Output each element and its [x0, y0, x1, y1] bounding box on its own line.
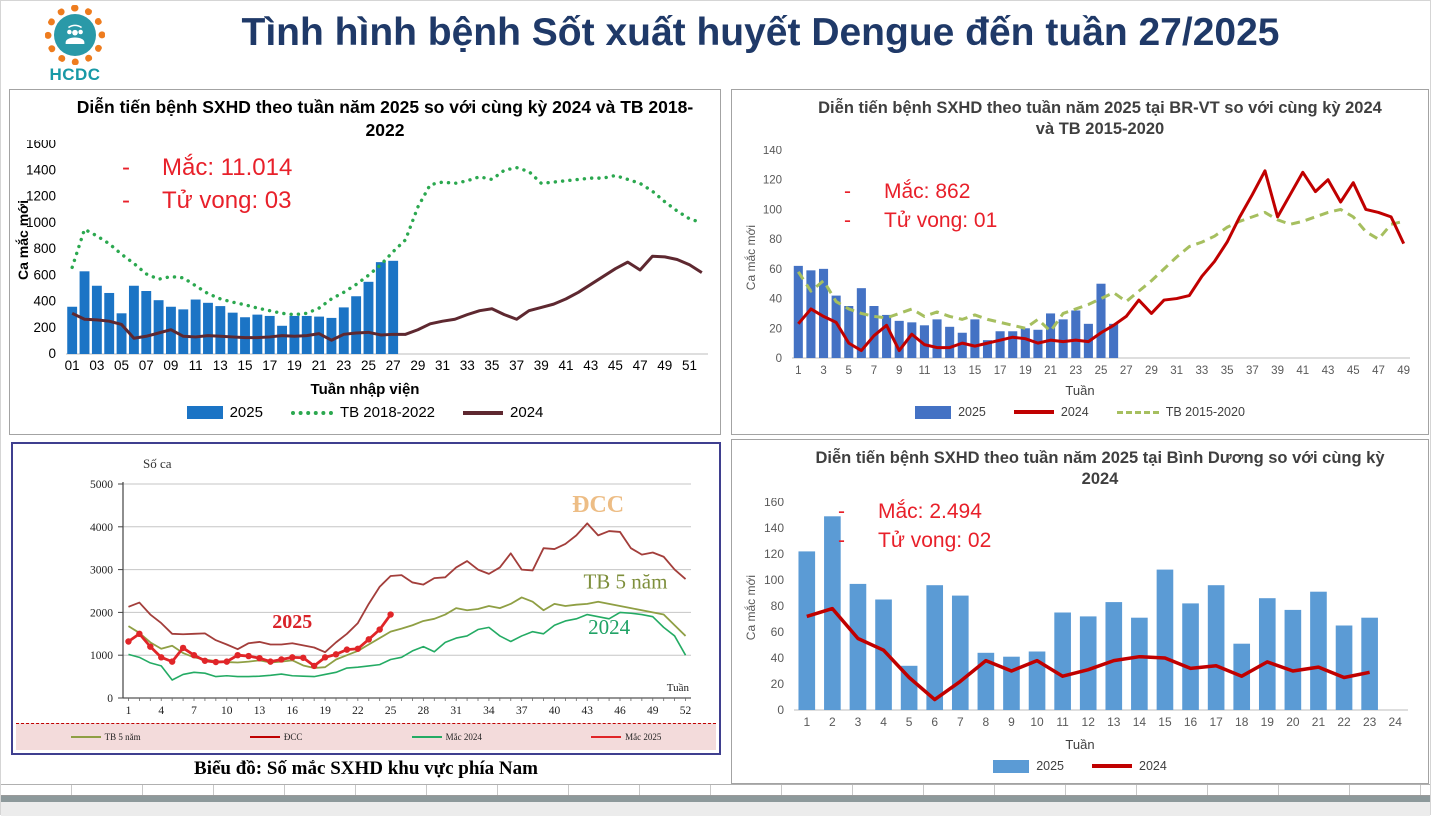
svg-text:40: 40 [769, 293, 782, 306]
svg-text:43: 43 [581, 705, 593, 717]
svg-text:01: 01 [64, 358, 80, 373]
svg-text:120: 120 [763, 547, 784, 561]
hcdc-logo-ring-icon [45, 5, 105, 65]
svg-text:45: 45 [607, 358, 623, 373]
annotation-row [838, 500, 991, 524]
svg-text:7: 7 [956, 715, 964, 729]
svg-text:19: 19 [286, 358, 302, 373]
svg-text:4: 4 [158, 705, 165, 717]
sheet-row [1, 784, 1430, 796]
svg-text:5000: 5000 [90, 479, 113, 491]
svg-text:400: 400 [33, 293, 56, 309]
page-title: Tình hình bệnh Sốt xuất huyết Dengue đến tuần 27/2025 [241, 11, 1280, 54]
legend-swatch-line [463, 411, 503, 415]
annotation-bullet: - [844, 180, 851, 203]
svg-text:09: 09 [163, 358, 179, 373]
brvt-chart-canvas [732, 146, 1428, 382]
legend-swatch-thinline [250, 736, 280, 738]
svg-text:41: 41 [1296, 365, 1310, 377]
svg-text:41: 41 [558, 358, 574, 373]
brvt-cases-annotation: Mắc: 862 [884, 180, 971, 203]
inline-label-2025: 2025 [272, 610, 313, 633]
svg-text:16: 16 [286, 705, 299, 717]
svg-text:22: 22 [352, 705, 364, 717]
svg-text:39: 39 [533, 358, 549, 373]
binhduong-legend [732, 759, 1428, 773]
inline-label-TB 5 năm: TB 5 năm [583, 569, 668, 594]
inline-label-ĐCC: ĐCC [572, 491, 625, 518]
people-icon [60, 20, 90, 50]
svg-text:43: 43 [583, 358, 599, 373]
svg-text:29: 29 [1145, 365, 1158, 377]
svg-text:12: 12 [1081, 715, 1095, 729]
svg-text:29: 29 [410, 358, 426, 373]
inline-label-2024: 2024 [588, 614, 631, 639]
svg-text:600: 600 [33, 267, 56, 283]
south-x-axis-label: Tuần [666, 682, 689, 694]
svg-text:0: 0 [775, 353, 782, 365]
svg-text:140: 140 [763, 521, 784, 535]
svg-text:60: 60 [769, 263, 782, 276]
binhduong-deaths-annotation: Tử vong: 02 [878, 529, 992, 552]
legend-item-Mắc 2024 [412, 732, 482, 742]
svg-text:15: 15 [1158, 715, 1172, 729]
hcmc-legend [10, 404, 720, 421]
legend-label: 2025 [229, 404, 263, 421]
svg-text:11: 11 [1056, 715, 1069, 729]
svg-text:20: 20 [769, 323, 782, 336]
svg-text:40: 40 [548, 705, 561, 717]
svg-text:17: 17 [1209, 715, 1223, 729]
svg-text:25: 25 [384, 705, 397, 717]
svg-text:25: 25 [1094, 365, 1108, 377]
annotation-row [122, 187, 292, 215]
svg-text:20: 20 [1286, 715, 1300, 729]
hcmc-chart-title: Diễn tiến bệnh SXHD theo tuần năm 2025 so với cùng kỳ 2024 và TB 2018-2022 [76, 97, 694, 140]
south-chart-canvas [15, 476, 719, 724]
svg-text:35: 35 [1220, 365, 1234, 377]
panel-south-chart [11, 442, 721, 755]
annotation-bullet: - [838, 529, 845, 552]
svg-text:10: 10 [1030, 715, 1044, 729]
svg-text:23: 23 [336, 358, 352, 373]
svg-text:25: 25 [360, 358, 376, 373]
svg-text:9: 9 [896, 365, 903, 377]
svg-text:14: 14 [1132, 715, 1147, 729]
svg-text:23: 23 [1069, 365, 1083, 377]
svg-text:43: 43 [1321, 365, 1335, 377]
svg-text:46: 46 [614, 705, 626, 717]
svg-text:21: 21 [1311, 715, 1326, 729]
svg-text:13: 13 [943, 365, 957, 377]
svg-text:3: 3 [854, 715, 862, 729]
brvt-deaths-annotation: Tử vong: 01 [884, 209, 998, 232]
svg-text:5: 5 [845, 365, 852, 377]
svg-text:27: 27 [1119, 365, 1133, 377]
svg-text:0: 0 [48, 346, 56, 361]
hcdc-logo-icon [54, 14, 96, 56]
svg-text:1: 1 [125, 705, 132, 717]
svg-text:34: 34 [483, 705, 495, 717]
svg-text:37: 37 [509, 358, 525, 373]
svg-text:51: 51 [681, 358, 697, 373]
legend-swatch-line [1014, 410, 1054, 414]
svg-text:03: 03 [89, 358, 105, 373]
svg-text:16: 16 [1183, 715, 1198, 729]
legend-label: Mắc 2025 [625, 732, 662, 742]
brvt-y-axis-label: Ca mắc mới [744, 225, 758, 291]
legend-label: 2024 [1060, 405, 1089, 419]
svg-text:47: 47 [632, 358, 648, 373]
svg-text:18: 18 [1235, 715, 1249, 729]
svg-text:11: 11 [188, 358, 203, 373]
svg-text:21: 21 [311, 358, 327, 373]
annotation-bullet: - [122, 187, 130, 214]
binhduong-chart-title: Diễn tiến bệnh SXHD theo tuần năm 2025 tại Bình Dương so với cùng kỳ 2024 [815, 449, 1385, 489]
svg-text:20: 20 [770, 677, 784, 691]
svg-text:45: 45 [1346, 365, 1360, 377]
svg-text:200: 200 [33, 319, 56, 335]
legend-item-2025 [993, 759, 1064, 773]
legend-label: TB 5 năm [104, 732, 141, 742]
panel-binhduong-chart [731, 439, 1429, 784]
svg-text:17: 17 [993, 365, 1007, 377]
brvt-chart-title: Diễn tiến bệnh SXHD theo tuần năm 2025 tại BR-VT so với cùng kỳ 2024 và TB 2015-2020 [818, 99, 1382, 139]
legend-item-TB 2018-2022 [291, 404, 435, 421]
svg-text:19: 19 [319, 705, 331, 717]
legend-label: 2024 [510, 404, 544, 421]
legend-item-Mắc 2025 [591, 732, 661, 742]
legend-item-2024 [463, 404, 543, 421]
brvt-legend [732, 405, 1428, 419]
annotation-row [122, 154, 292, 182]
svg-text:13: 13 [253, 705, 266, 717]
legend-item-ĐCC [250, 732, 303, 742]
svg-text:31: 31 [435, 358, 451, 373]
legend-label: ĐCC [283, 732, 303, 742]
south-chart-caption: Biểu đồ: Số mắc SXHD khu vực phía Nam [194, 758, 538, 779]
svg-text:21: 21 [1044, 365, 1057, 377]
hcmc-cases-annotation: Mắc: 11.014 [162, 154, 293, 181]
svg-text:6: 6 [931, 715, 939, 729]
svg-text:60: 60 [770, 625, 784, 639]
svg-text:3000: 3000 [90, 564, 113, 577]
svg-text:160: 160 [763, 498, 784, 509]
svg-text:1600: 1600 [25, 140, 56, 151]
binhduong-annotations [838, 500, 991, 558]
hcdc-logo-label: HCDC [49, 65, 101, 84]
legend-swatch-thinline [71, 736, 101, 738]
legend-label: Mắc 2024 [445, 732, 482, 742]
svg-text:15: 15 [237, 358, 253, 373]
svg-text:31: 31 [1170, 365, 1184, 377]
svg-text:35: 35 [484, 358, 500, 373]
binhduong-chart-canvas [732, 498, 1428, 734]
legend-item-2024 [1092, 759, 1167, 773]
svg-text:49: 49 [1397, 365, 1411, 377]
svg-text:33: 33 [1195, 365, 1209, 377]
hcmc-x-axis-label: Tuần nhập viện [310, 381, 420, 398]
legend-swatch-dashed [1117, 411, 1159, 414]
legend-swatch-thinline [412, 736, 442, 738]
svg-text:24: 24 [1388, 715, 1402, 729]
annotation-row [838, 529, 991, 553]
svg-text:49: 49 [657, 358, 673, 373]
svg-text:39: 39 [1271, 365, 1284, 377]
legend-item-2025 [915, 405, 986, 419]
svg-text:37: 37 [515, 705, 528, 717]
svg-text:17: 17 [262, 358, 278, 373]
svg-text:2000: 2000 [90, 607, 113, 620]
legend-swatch-line [1092, 764, 1132, 768]
svg-text:8: 8 [982, 715, 990, 729]
svg-text:3: 3 [820, 365, 827, 377]
svg-text:05: 05 [114, 358, 130, 373]
hcmc-annotations [122, 154, 292, 220]
svg-text:80: 80 [770, 599, 784, 613]
binhduong-y-axis-label: Ca mắc mới [744, 575, 758, 641]
legend-label: 2024 [1139, 759, 1167, 773]
svg-text:2: 2 [829, 715, 836, 729]
svg-text:52: 52 [679, 705, 692, 717]
hcmc-deaths-annotation: Tử vong: 03 [162, 187, 292, 214]
legend-swatch-dotted [291, 411, 333, 415]
svg-text:1000: 1000 [90, 650, 113, 663]
svg-text:7: 7 [870, 365, 878, 377]
svg-text:47: 47 [1372, 365, 1385, 377]
svg-text:31: 31 [450, 705, 462, 717]
annotation-row [844, 209, 997, 233]
svg-text:13: 13 [212, 358, 228, 373]
legend-label: 2025 [1036, 759, 1064, 773]
binhduong-x-axis-label: Tuần [1065, 737, 1095, 752]
svg-text:4000: 4000 [90, 521, 113, 534]
svg-text:13: 13 [1107, 715, 1121, 729]
svg-text:120: 120 [762, 174, 782, 187]
svg-text:23: 23 [1362, 715, 1377, 729]
legend-item-2024 [1014, 405, 1089, 419]
annotation-row [844, 180, 997, 204]
south-legend-strip [16, 723, 716, 750]
legend-item-TB 2015-2020 [1117, 405, 1245, 419]
svg-text:37: 37 [1245, 365, 1259, 377]
legend-label: TB 2018-2022 [339, 404, 436, 421]
svg-text:9: 9 [1008, 715, 1015, 729]
hcmc-chart-canvas [10, 140, 720, 380]
svg-text:140: 140 [762, 146, 782, 157]
legend-swatch-thinline [591, 736, 621, 738]
svg-text:07: 07 [138, 358, 154, 373]
svg-text:19: 19 [1018, 365, 1032, 377]
legend-item-TB 5 năm [71, 732, 141, 742]
svg-text:1400: 1400 [25, 162, 56, 178]
svg-text:22: 22 [1337, 715, 1351, 729]
svg-text:1: 1 [803, 715, 811, 729]
svg-text:10: 10 [221, 705, 233, 717]
panel-brvt-chart [731, 89, 1429, 435]
svg-text:15: 15 [968, 365, 982, 377]
brvt-annotations [844, 180, 997, 238]
svg-text:100: 100 [762, 204, 782, 217]
svg-text:1: 1 [795, 365, 802, 377]
legend-swatch-bar [993, 760, 1029, 773]
svg-text:1200: 1200 [25, 188, 56, 204]
legend-label: 2025 [958, 405, 986, 419]
svg-text:80: 80 [769, 234, 782, 247]
svg-text:0: 0 [107, 693, 113, 705]
brvt-x-axis-label: Tuần [1065, 383, 1095, 398]
legend-label: TB 2015-2020 [1165, 405, 1245, 419]
header [1, 1, 1430, 87]
hcmc-y-axis-label: Ca mắc mới [15, 200, 31, 280]
legend-swatch-bar [187, 406, 223, 419]
svg-text:4: 4 [880, 715, 887, 729]
svg-text:19: 19 [1260, 715, 1274, 729]
svg-text:40: 40 [770, 651, 784, 665]
binhduong-cases-annotation: Mắc: 2.494 [878, 500, 982, 523]
svg-text:11: 11 [918, 365, 931, 377]
svg-text:5: 5 [905, 715, 913, 729]
svg-text:49: 49 [647, 705, 659, 717]
svg-text:33: 33 [459, 358, 475, 373]
legend-swatch-bar [915, 406, 951, 419]
annotation-bullet: - [122, 154, 130, 181]
svg-text:27: 27 [385, 358, 401, 373]
svg-text:100: 100 [763, 573, 784, 587]
legend-item-2025 [187, 404, 263, 421]
svg-text:1000: 1000 [25, 214, 56, 230]
annotation-bullet: - [838, 500, 845, 523]
annotation-bullet: - [844, 209, 851, 232]
svg-text:7: 7 [191, 705, 197, 717]
hcdc-logo [25, 5, 125, 85]
svg-text:800: 800 [33, 241, 56, 256]
svg-text:28: 28 [417, 705, 430, 717]
footer-area [1, 802, 1430, 816]
svg-text:0: 0 [777, 703, 784, 717]
south-y-axis-label: Số ca [143, 456, 172, 471]
panel-hcmc-chart [9, 89, 721, 435]
